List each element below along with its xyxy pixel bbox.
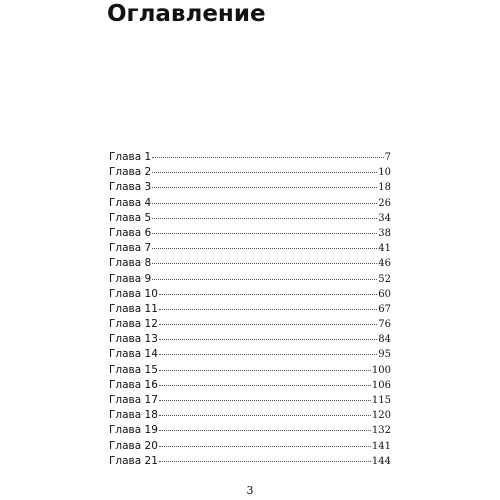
toc-entry-page: 132 xyxy=(371,425,391,437)
toc-entry-label: Глава 6 xyxy=(109,226,152,239)
toc-entry xyxy=(109,165,391,180)
toc-leader-dots xyxy=(159,430,371,431)
toc-entry-page: 106 xyxy=(371,379,391,391)
toc-entry-page: 26 xyxy=(378,197,391,209)
toc-entry-page: 115 xyxy=(371,395,391,406)
toc-leader-dots xyxy=(159,370,371,371)
toc-entry xyxy=(109,408,391,423)
toc-entry xyxy=(109,256,391,271)
toc-entry-label: Глава 16 xyxy=(109,378,158,391)
toc-leader-dots xyxy=(159,324,377,325)
toc-leader-dots xyxy=(159,339,377,340)
toc-entry-page: 141 xyxy=(371,440,391,452)
toc-entry xyxy=(109,347,391,362)
toc-entry-page: 67 xyxy=(378,303,391,315)
toc-entry-label: Глава 4 xyxy=(109,196,152,209)
toc-entry-label: Глава 15 xyxy=(109,363,158,376)
toc-entry-page: 38 xyxy=(378,227,391,239)
toc-entry-page: 34 xyxy=(378,212,391,224)
toc-entry xyxy=(109,378,391,393)
toc-entry-label: Глава 20 xyxy=(109,439,158,452)
toc-entry-page: 46 xyxy=(378,258,391,270)
toc-leader-dots xyxy=(159,461,371,462)
toc-entry-label: Глава 13 xyxy=(109,333,158,346)
toc-leader-dots xyxy=(159,309,377,310)
toc-leader-dots xyxy=(159,446,371,447)
toc-entry-label: Глава 14 xyxy=(109,348,158,361)
page-number: 3 xyxy=(246,484,254,497)
toc-entry xyxy=(109,439,391,454)
toc-entry-label: Глава 17 xyxy=(109,394,158,406)
toc-entry-label: Глава 12 xyxy=(109,318,158,331)
toc-entry-label: Глава 8 xyxy=(109,257,152,270)
toc-entry-page: 10 xyxy=(378,167,391,179)
toc-entry xyxy=(109,180,391,195)
toc-leader-dots xyxy=(152,263,377,264)
toc-entry xyxy=(109,454,391,469)
toc-leader-dots xyxy=(159,415,371,416)
toc-entry-page: 120 xyxy=(371,410,391,422)
toc-leader-dots xyxy=(159,385,371,386)
toc-entry-label: Глава 3 xyxy=(109,181,152,194)
toc-leader-dots xyxy=(159,294,377,295)
toc-entry xyxy=(109,272,391,287)
toc-entry-page: 144 xyxy=(371,455,391,467)
toc-entry-page: 7 xyxy=(384,152,391,163)
toc-entry-page: 41 xyxy=(378,243,391,255)
page-title: Оглавление xyxy=(107,1,266,27)
toc-entry-label: Глава 7 xyxy=(109,242,152,255)
toc-entry-page: 60 xyxy=(378,288,391,300)
toc-entry-label: Глава 21 xyxy=(109,454,158,467)
toc-leader-dots xyxy=(152,233,377,234)
toc-entry xyxy=(109,302,391,317)
toc-entry xyxy=(109,393,391,408)
toc-entry xyxy=(109,423,391,438)
toc-entry-page: 84 xyxy=(378,334,391,346)
toc-entry xyxy=(109,211,391,226)
toc-leader-dots xyxy=(152,218,377,219)
toc-entry-label: Глава 18 xyxy=(109,409,158,422)
toc-entry xyxy=(109,241,391,256)
toc-leader-dots xyxy=(152,248,377,249)
toc-entry xyxy=(109,332,391,347)
toc-entry-label: Глава 10 xyxy=(109,287,158,300)
toc-entry-label: Глава 9 xyxy=(109,272,152,285)
toc-entry-label: Глава 5 xyxy=(109,211,152,224)
toc-entry xyxy=(109,317,391,332)
toc-leader-dots xyxy=(159,354,377,355)
toc-entry-page: 100 xyxy=(371,364,391,376)
toc-entry-page: 76 xyxy=(378,319,391,331)
toc-entry xyxy=(109,363,391,378)
toc-leader-dots xyxy=(152,157,383,158)
toc-entry xyxy=(109,196,391,211)
toc-leader-dots xyxy=(152,279,377,280)
toc-leader-dots xyxy=(152,203,377,204)
toc-entry-label: Глава 11 xyxy=(109,302,158,315)
toc-entry xyxy=(109,287,391,302)
table-of-contents xyxy=(109,150,391,469)
toc-entry xyxy=(109,150,391,165)
toc-entry-label: Глава 2 xyxy=(109,166,152,179)
toc-leader-dots xyxy=(152,187,377,188)
toc-entry xyxy=(109,226,391,241)
toc-entry-label: Глава 19 xyxy=(109,424,158,437)
toc-leader-dots xyxy=(159,400,371,401)
toc-entry-page: 95 xyxy=(378,349,391,361)
toc-entry-page: 52 xyxy=(378,273,391,285)
toc-entry-page: 18 xyxy=(378,182,391,194)
toc-entry-label: Глава 1 xyxy=(109,151,152,163)
toc-leader-dots xyxy=(152,172,377,173)
